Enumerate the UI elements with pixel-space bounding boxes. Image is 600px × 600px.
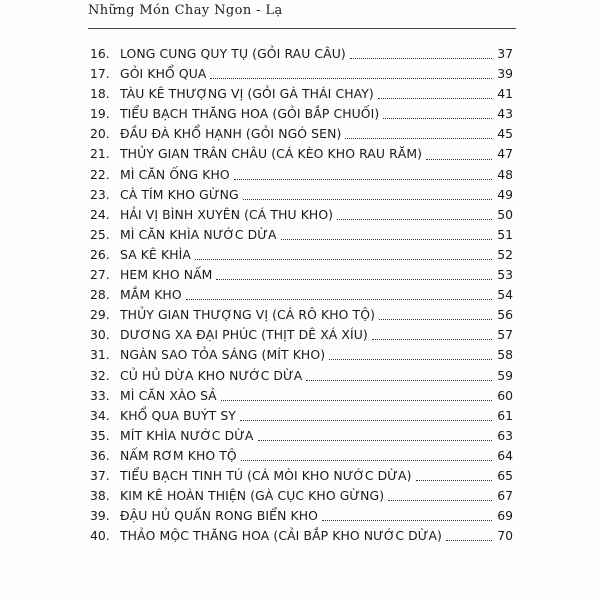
toc-entry-page-number: 53: [497, 267, 513, 283]
toc-entry: [90, 185, 513, 205]
table-of-contents: [90, 44, 513, 546]
toc-entry-page-number: 57: [497, 327, 513, 343]
toc-entry-title: NẤM RƠM KHO TỘ: [120, 447, 237, 463]
toc-entry: [90, 104, 513, 124]
toc-entry-number: 28.: [90, 287, 110, 303]
toc-dot-leader: [388, 499, 492, 501]
toc-entry-title: MÌ CĂN KHÌA NƯỚC DỪA: [120, 226, 277, 242]
toc-dot-leader: [306, 379, 492, 381]
toc-entry-page-number: 37: [497, 46, 513, 61]
toc-entry-title: MẮM KHO: [120, 287, 182, 303]
toc-entry: [90, 64, 513, 84]
toc-entry: [90, 526, 513, 546]
toc-entry-title: TIỂU BẠCH TINH TÚ (CÁ MÒI KHO NƯỚC DỪA): [120, 467, 412, 483]
toc-entry-page-number: 65: [497, 467, 513, 483]
toc-dot-leader: [416, 479, 492, 481]
toc-entry: [90, 205, 513, 225]
toc-dot-leader: [350, 57, 492, 59]
toc-entry-page-number: 67: [497, 488, 513, 504]
toc-entry-number: 34.: [90, 407, 110, 423]
toc-entry-page-number: 70: [497, 528, 513, 544]
toc-entry: [90, 466, 513, 486]
toc-dot-leader: [240, 419, 492, 421]
toc-entry-number: 31.: [90, 347, 110, 363]
toc-dot-leader: [379, 318, 492, 320]
toc-entry: [90, 165, 513, 185]
toc-entry-number: 38.: [90, 488, 110, 504]
toc-dot-leader: [210, 77, 492, 79]
toc-dot-leader: [322, 519, 492, 521]
toc-entry: [90, 265, 513, 285]
toc-dot-leader: [446, 539, 492, 541]
running-header: Những Món Chay Ngon - Lạ: [88, 3, 283, 18]
toc-dot-leader: [345, 137, 492, 139]
toc-entry-number: 26.: [90, 246, 110, 262]
toc-entry: [90, 305, 513, 325]
toc-dot-leader: [258, 439, 492, 441]
toc-entry: [90, 124, 513, 144]
toc-entry-page-number: 51: [497, 226, 513, 242]
toc-entry-title: CỦ HỦ DỪA KHO NƯỚC DỪA: [120, 367, 303, 383]
toc-dot-leader: [186, 298, 492, 300]
toc-entry-title: ĐẬU HỦ QUẤN RONG BIỂN KHO: [120, 508, 318, 524]
toc-entry-title: ĐẦU ĐÀ KHỔ HẠNH (GỎI NGÓ SEN): [120, 126, 342, 142]
toc-dot-leader: [378, 97, 492, 99]
toc-entry: [90, 245, 513, 265]
toc-entry: [90, 386, 513, 406]
toc-entry-title: MÍT KHÌA NƯỚC DỪA: [120, 427, 254, 443]
toc-entry-number: 18.: [90, 86, 110, 102]
toc-entry-title: HẢI VỊ BÌNH XUYÊN (CÁ THU KHO): [120, 206, 334, 222]
toc-entry-page-number: 63: [497, 427, 513, 443]
toc-entry-page-number: 43: [497, 106, 513, 122]
toc-entry-title: MÌ CĂN XÀO SẢ: [120, 387, 217, 403]
toc-entry-number: 16.: [90, 46, 110, 61]
toc-entry-title: TÀU KÊ THƯỢNG VỊ (GỎI GÀ THÁI CHAY): [120, 86, 374, 102]
toc-entry-page-number: 58: [497, 347, 513, 363]
toc-entry-page-number: 60: [497, 387, 513, 403]
toc-entry: [90, 345, 513, 365]
toc-entry: [90, 446, 513, 466]
toc-entry-title: SA KÊ KHÌA: [120, 246, 191, 262]
toc-entry-title: TIỂU BẠCH THĂNG HOA (GỎI BẮP CHUỐI): [120, 106, 380, 122]
toc-entry-number: 19.: [90, 106, 110, 122]
toc-entry-title: KHỔ QUA BUÝT SY: [120, 407, 236, 423]
toc-entry-page-number: 39: [497, 66, 513, 82]
toc-entry: [90, 366, 513, 386]
toc-entry: [90, 225, 513, 245]
toc-dot-leader: [281, 238, 492, 240]
toc-entry-page-number: 54: [497, 287, 513, 303]
toc-entry-page-number: 45: [497, 126, 513, 142]
toc-entry: [90, 426, 513, 446]
toc-entry-title: HEM KHO NẤM: [120, 267, 213, 283]
toc-entry-title: DƯƠNG XA ĐẠI PHÚC (THỊT DÊ XÁ XÍU): [120, 327, 368, 343]
toc-entry-page-number: 59: [497, 367, 513, 383]
toc-entry: [90, 406, 513, 426]
toc-dot-leader: [329, 358, 492, 360]
toc-entry-page-number: 47: [497, 146, 513, 162]
toc-entry-page-number: 49: [497, 186, 513, 202]
toc-entry: [90, 44, 513, 64]
toc-entry-number: 23.: [90, 186, 110, 202]
toc-entry-number: 20.: [90, 126, 110, 142]
toc-entry: [90, 144, 513, 164]
toc-entry-page-number: 56: [497, 307, 513, 323]
header-rule: [88, 28, 516, 29]
toc-entry-page-number: 41: [497, 86, 513, 102]
toc-entry: [90, 285, 513, 305]
toc-dot-leader: [372, 338, 492, 340]
toc-entry: [90, 506, 513, 526]
toc-entry-number: 37.: [90, 467, 110, 483]
toc-entry-title: GỎI KHỔ QUA: [120, 66, 207, 82]
toc-entry-number: 39.: [90, 508, 110, 524]
toc-entry-title: THỦY GIAN TRÂN CHÂU (CÁ KÈO KHO RAU RĂM): [120, 146, 423, 162]
toc-entry-page-number: 50: [497, 206, 513, 222]
toc-dot-leader: [383, 117, 492, 119]
toc-entry-number: 29.: [90, 307, 110, 323]
toc-dot-leader: [195, 258, 492, 260]
toc-entry-page-number: 48: [497, 166, 513, 182]
toc-entry: [90, 84, 513, 104]
toc-entry-number: 25.: [90, 226, 110, 242]
toc-entry: [90, 486, 513, 506]
toc-dot-leader: [234, 178, 492, 180]
toc-dot-leader: [216, 278, 492, 280]
toc-entry-number: 35.: [90, 427, 110, 443]
toc-entry-number: 32.: [90, 367, 110, 383]
toc-entry-number: 36.: [90, 447, 110, 463]
toc-entry-number: 17.: [90, 66, 110, 82]
toc-entry-title: THẢO MỘC THĂNG HOA (CẢI BẮP KHO NƯỚC DỪA): [120, 528, 442, 544]
toc-entry-title: THỦY GIAN THƯỢNG VỊ (CÁ RÔ KHO TỘ): [120, 307, 375, 323]
toc-entry-number: 21.: [90, 146, 110, 162]
toc-entry-number: 40.: [90, 528, 110, 544]
toc-entry: [90, 325, 513, 345]
toc-dot-leader: [337, 218, 492, 220]
toc-entry-number: 33.: [90, 387, 110, 403]
toc-dot-leader: [426, 158, 492, 160]
toc-entry-title: KIM KÊ HOÀN THIỆN (GÀ CỤC KHO GỪNG): [120, 488, 385, 504]
toc-entry-title: NGÀN SAO TỎA SÁNG (MÍT KHO): [120, 347, 326, 363]
toc-dot-leader: [243, 198, 492, 200]
toc-entry-title: CÀ TÍM KHO GỪNG: [120, 186, 239, 202]
toc-entry-page-number: 69: [497, 508, 513, 524]
toc-dot-leader: [241, 459, 492, 461]
toc-entry-number: 30.: [90, 327, 110, 343]
toc-entry-page-number: 52: [497, 246, 513, 262]
toc-entry-number: 27.: [90, 267, 110, 283]
toc-entry-page-number: 61: [497, 407, 513, 423]
toc-entry-title: LONG CUNG QUY TỤ (GỎI RAU CÂU): [120, 46, 346, 61]
toc-entry-page-number: 64: [497, 447, 513, 463]
toc-entry-title: MÌ CĂN ỐNG KHO: [120, 166, 230, 182]
toc-entry-number: 24.: [90, 206, 110, 222]
toc-entry-number: 22.: [90, 166, 110, 182]
toc-dot-leader: [221, 399, 492, 401]
